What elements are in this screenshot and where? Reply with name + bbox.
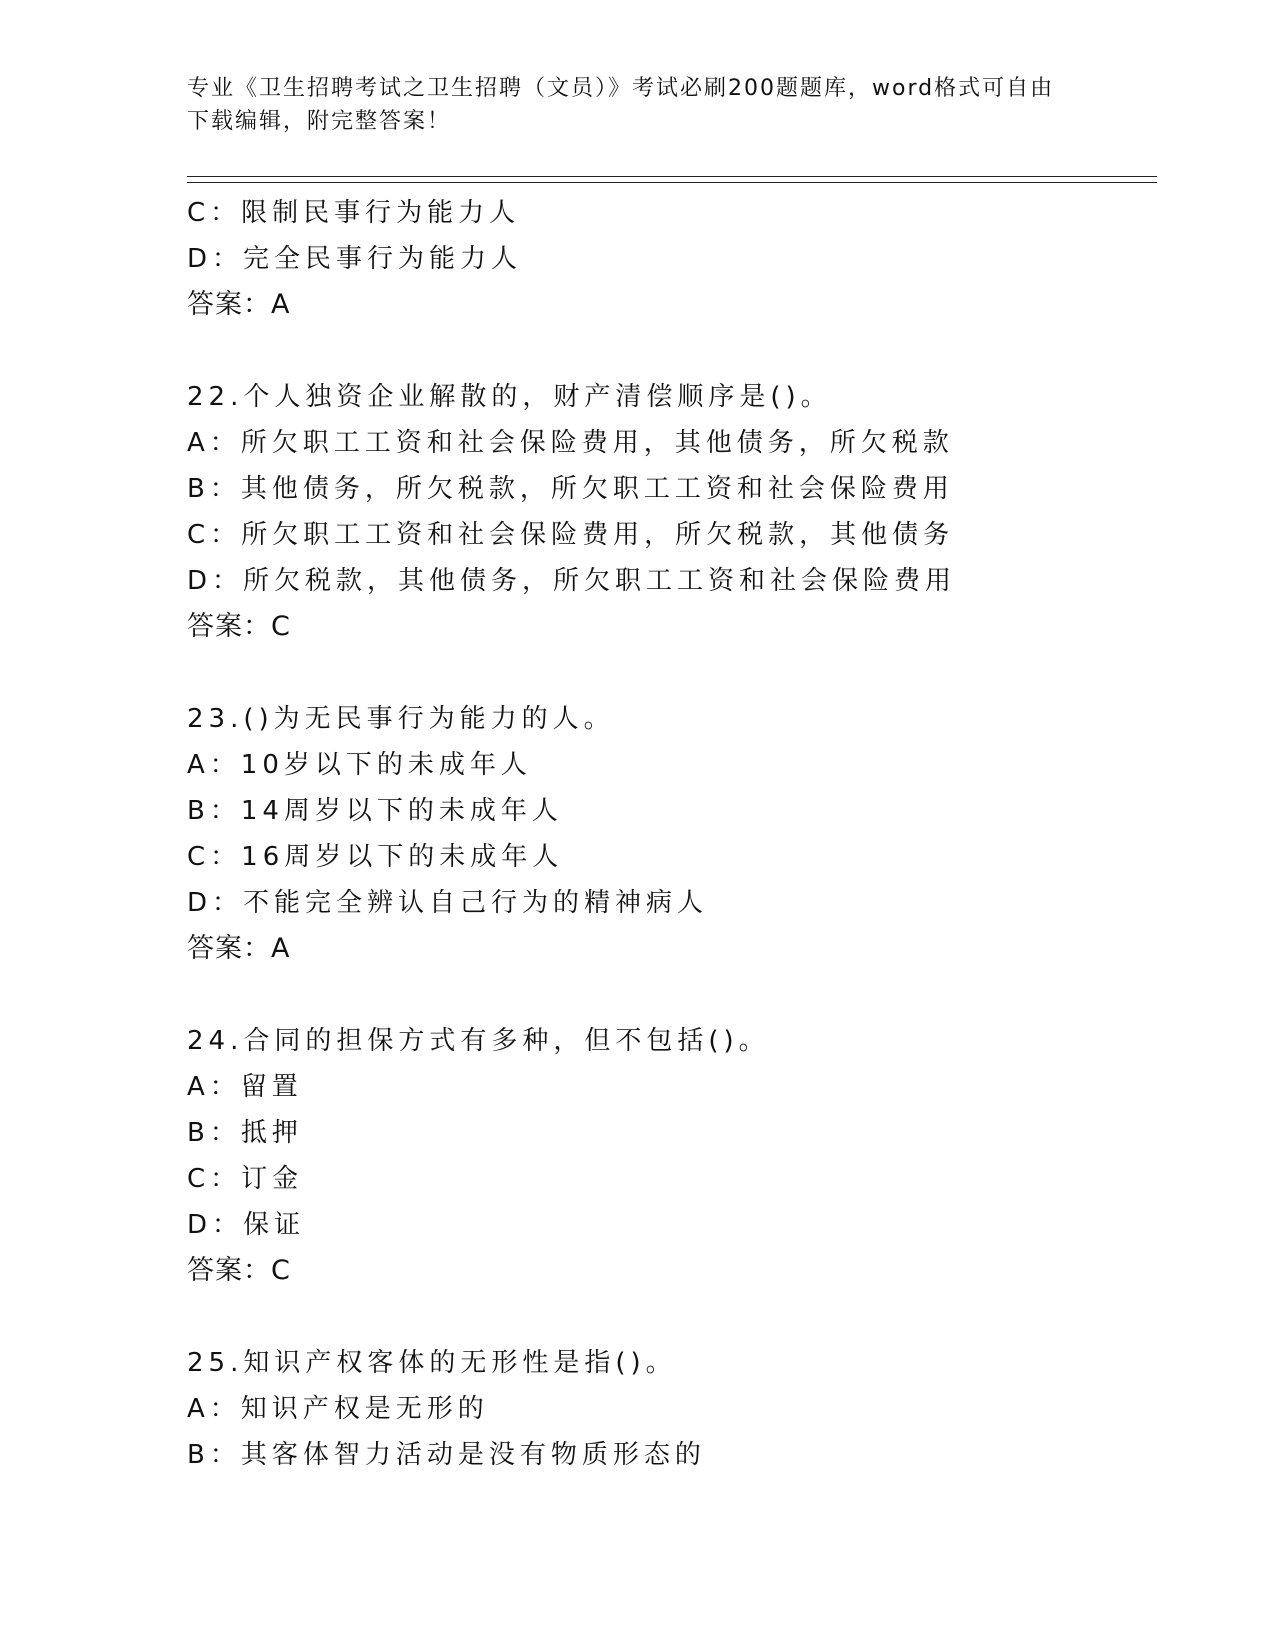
question-24 <box>187 1018 1167 1294</box>
question-stem: 24.合同的担保方式有多种，但不包括()。 <box>187 1026 770 1056</box>
question-stem: 22.个人独资企业解散的，财产清偿顺序是()。 <box>187 382 832 412</box>
option-a: A：所欠职工工资和社会保险费用，其他债务，所欠税款 <box>187 428 954 458</box>
option-b: B：其客体智力活动是没有物质形态的 <box>187 1440 706 1470</box>
option-c: C：订金 <box>187 1164 304 1194</box>
option-b: B：14周岁以下的未成年人 <box>187 796 563 826</box>
question-25 <box>187 1340 1167 1478</box>
document-body <box>187 190 1167 1478</box>
question-stem: 23.()为无民事行为能力的人。 <box>187 704 615 734</box>
option-d: D：保证 <box>187 1210 306 1240</box>
question-23 <box>187 696 1167 972</box>
answer-line: 答案：C <box>187 611 291 642</box>
option-a: A：10岁以下的未成年人 <box>187 750 532 780</box>
option-c: C：所欠职工工资和社会保险费用，所欠税款，其他债务 <box>187 520 955 550</box>
option-d: D：不能完全辨认自己行为的精神病人 <box>187 888 709 918</box>
option-d: D：完全民事行为能力人 <box>187 244 523 274</box>
option-c: C：16周岁以下的未成年人 <box>187 842 564 872</box>
option-b: B：抵押 <box>187 1118 303 1148</box>
question-stem: 25.知识产权客体的无形性是指()。 <box>187 1348 677 1378</box>
answer-line: 答案：C <box>187 1255 291 1286</box>
spacer <box>187 328 1167 374</box>
answer-line: 答案：A <box>187 933 291 964</box>
spacer <box>187 1294 1167 1340</box>
question-22 <box>187 374 1167 650</box>
spacer <box>187 650 1167 696</box>
document-header: 专业《卫生招聘考试之卫生招聘（文员）》考试必刷200题题库，word格式可自由下载编辑，附完整答案！ <box>187 76 1055 134</box>
option-a: A：知识产权是无形的 <box>187 1394 489 1424</box>
spacer <box>187 972 1167 1018</box>
option-d: D：所欠税款，其他债务，所欠职工工资和社会保险费用 <box>187 566 957 596</box>
answer-line: 答案：A <box>187 289 291 320</box>
header-divider <box>187 176 1157 177</box>
header-divider-double <box>187 182 1157 183</box>
option-b: B：其他债务，所欠税款，所欠职工工资和社会保险费用 <box>187 474 954 504</box>
option-a: A：留置 <box>187 1072 303 1102</box>
option-c: C：限制民事行为能力人 <box>187 198 521 228</box>
question-fragment <box>187 190 1167 328</box>
